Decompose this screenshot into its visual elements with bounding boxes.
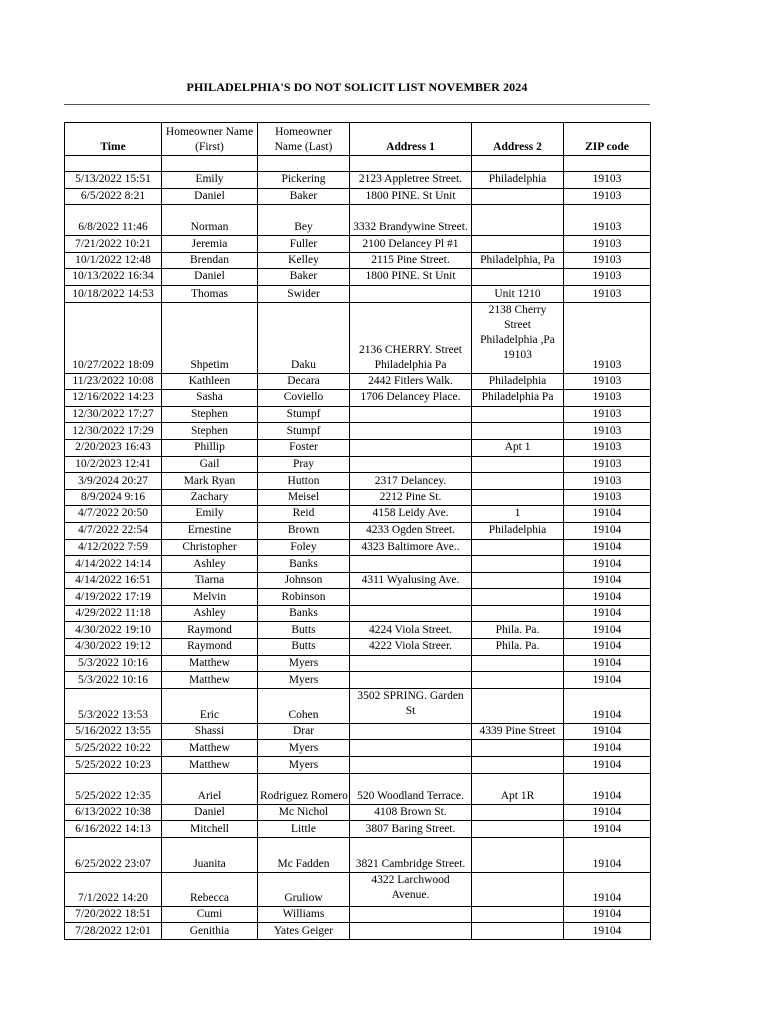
cell-addr1 bbox=[350, 285, 472, 302]
cell-time: 5/16/2022 13:55 bbox=[65, 723, 162, 740]
cell-addr2 bbox=[472, 188, 564, 205]
cell-last: Baker bbox=[258, 269, 350, 286]
cell-first: Ernestine bbox=[162, 522, 258, 539]
cell-first: Thomas bbox=[162, 285, 258, 302]
cell-first: Kathleen bbox=[162, 373, 258, 390]
cell-addr2: Phila. Pa. bbox=[472, 639, 564, 656]
cell-zip: 19104 bbox=[564, 539, 651, 556]
cell-addr2: Apt 1R bbox=[472, 773, 564, 804]
cell-last: Myers bbox=[258, 757, 350, 774]
cell-zip: 19104 bbox=[564, 622, 651, 639]
cell-time: 3/9/2024 20:27 bbox=[65, 473, 162, 490]
cell-first: Emily bbox=[162, 172, 258, 189]
cell-last: Kelley bbox=[258, 252, 350, 269]
cell-first: Ashley bbox=[162, 605, 258, 622]
cell-addr2 bbox=[472, 672, 564, 689]
cell-addr1: 4222 Viola Streer. bbox=[350, 639, 472, 656]
cell-first: Matthew bbox=[162, 757, 258, 774]
table-row bbox=[65, 252, 651, 269]
cell-addr2: Phila. Pa. bbox=[472, 622, 564, 639]
cell-zip: 19103 bbox=[564, 373, 651, 390]
cell-time: 4/12/2022 7:59 bbox=[65, 539, 162, 556]
cell-time: 5/3/2022 13:53 bbox=[65, 688, 162, 723]
cell-last: Little bbox=[258, 821, 350, 838]
cell-time: 12/16/2022 14:23 bbox=[65, 390, 162, 407]
cell-time: 7/21/2022 10:21 bbox=[65, 236, 162, 253]
cell-addr2: Philadelphia, Pa bbox=[472, 252, 564, 269]
table-row bbox=[65, 572, 651, 589]
column-header-first: Homeowner Name (First) bbox=[162, 123, 258, 156]
cell-addr1 bbox=[350, 456, 472, 473]
cell-addr1 bbox=[350, 605, 472, 622]
cell-addr1 bbox=[350, 906, 472, 923]
cell-addr1: 2442 Fitlers Walk. bbox=[350, 373, 472, 390]
cell-time: 5/3/2022 10:16 bbox=[65, 672, 162, 689]
cell-addr2 bbox=[472, 556, 564, 573]
cell-zip: 19103 bbox=[564, 390, 651, 407]
cell-zip: 19104 bbox=[564, 740, 651, 757]
cell-addr1: 2136 CHERRY. Street Philadelphia Pa bbox=[350, 302, 472, 373]
table-row bbox=[65, 439, 651, 456]
cell-first: Matthew bbox=[162, 655, 258, 672]
cell-zip: 19103 bbox=[564, 188, 651, 205]
column-header-addr2: Address 2 bbox=[472, 123, 564, 156]
cell-zip: 19104 bbox=[564, 923, 651, 940]
cell-addr1 bbox=[350, 406, 472, 423]
cell-time: 4/29/2022 11:18 bbox=[65, 605, 162, 622]
cell-addr2 bbox=[472, 757, 564, 774]
cell-first: Cumi bbox=[162, 906, 258, 923]
cell-addr1: 3821 Cambridge Street. bbox=[350, 837, 472, 872]
cell-first: Daniel bbox=[162, 804, 258, 821]
cell-last: Reid bbox=[258, 506, 350, 523]
cell-addr2: 2138 Cherry Street Philadelphia ,Pa 19103 bbox=[472, 302, 564, 373]
cell-first: Genithia bbox=[162, 923, 258, 940]
do-not-solicit-table bbox=[64, 122, 651, 940]
cell-addr1 bbox=[350, 757, 472, 774]
cell-addr2 bbox=[472, 269, 564, 286]
table-row bbox=[65, 589, 651, 606]
cell-time: 4/19/2022 17:19 bbox=[65, 589, 162, 606]
cell-zip: 19104 bbox=[564, 821, 651, 838]
cell-first: Zachary bbox=[162, 489, 258, 506]
cell-last: Fuller bbox=[258, 236, 350, 253]
cell-last: Johnson bbox=[258, 572, 350, 589]
cell-addr1 bbox=[350, 556, 472, 573]
cell-zip: 19103 bbox=[564, 172, 651, 189]
cell-first: Christopher bbox=[162, 539, 258, 556]
cell-time: 4/7/2022 20:50 bbox=[65, 506, 162, 523]
cell-addr2 bbox=[472, 655, 564, 672]
cell-zip: 19103 bbox=[564, 489, 651, 506]
cell-addr2 bbox=[472, 872, 564, 906]
cell-addr2 bbox=[472, 837, 564, 872]
page-title: PHILADELPHIA'S DO NOT SOLICIT LIST NOVEMBER 2024 bbox=[186, 80, 528, 94]
cell-time: 6/5/2022 8:21 bbox=[65, 188, 162, 205]
cell-last: Foster bbox=[258, 439, 350, 456]
cell-first: Sasha bbox=[162, 390, 258, 407]
cell-zip: 19103 bbox=[564, 302, 651, 373]
table-row bbox=[65, 489, 651, 506]
spacer-row bbox=[65, 156, 651, 172]
cell-last: Williams bbox=[258, 906, 350, 923]
cell-last: Pray bbox=[258, 456, 350, 473]
cell-addr2: 4339 Pine Street bbox=[472, 723, 564, 740]
cell-addr1: 2317 Delancey. bbox=[350, 473, 472, 490]
table-row bbox=[65, 688, 651, 723]
cell-time: 12/30/2022 17:29 bbox=[65, 423, 162, 440]
cell-time: 5/13/2022 15:51 bbox=[65, 172, 162, 189]
cell-time: 7/20/2022 18:51 bbox=[65, 906, 162, 923]
cell-time: 8/9/2024 9:16 bbox=[65, 489, 162, 506]
table-row bbox=[65, 672, 651, 689]
cell-last: Pickering bbox=[258, 172, 350, 189]
cell-zip: 19103 bbox=[564, 205, 651, 236]
cell-addr2: Philadelphia Pa bbox=[472, 390, 564, 407]
table-row bbox=[65, 506, 651, 523]
cell-addr1: 3502 SPRING. Garden St bbox=[350, 688, 472, 723]
cell-last: Drar bbox=[258, 723, 350, 740]
table-row bbox=[65, 269, 651, 286]
table-row bbox=[65, 723, 651, 740]
cell-last: Rodriguez Romero bbox=[258, 773, 350, 804]
table-row bbox=[65, 821, 651, 838]
cell-addr2 bbox=[472, 205, 564, 236]
cell-zip: 19103 bbox=[564, 473, 651, 490]
table-row bbox=[65, 804, 651, 821]
cell-addr1 bbox=[350, 439, 472, 456]
cell-zip: 19104 bbox=[564, 605, 651, 622]
cell-last: Cohen bbox=[258, 688, 350, 723]
cell-zip: 19104 bbox=[564, 757, 651, 774]
cell-time: 7/1/2022 14:20 bbox=[65, 872, 162, 906]
cell-last: Hutton bbox=[258, 473, 350, 490]
cell-time: 10/1/2022 12:48 bbox=[65, 252, 162, 269]
cell-addr2: Philadelphia bbox=[472, 373, 564, 390]
cell-addr1: 1800 PINE. St Unit bbox=[350, 188, 472, 205]
cell-time: 7/28/2022 12:01 bbox=[65, 923, 162, 940]
cell-first: Mitchell bbox=[162, 821, 258, 838]
column-header-last: Homeowner Name (Last) bbox=[258, 123, 350, 156]
cell-zip: 19104 bbox=[564, 906, 651, 923]
cell-time: 5/25/2022 10:22 bbox=[65, 740, 162, 757]
cell-addr1 bbox=[350, 423, 472, 440]
table-row bbox=[65, 639, 651, 656]
cell-time: 10/13/2022 16:34 bbox=[65, 269, 162, 286]
table-row bbox=[65, 773, 651, 804]
cell-first: Mark Ryan bbox=[162, 473, 258, 490]
cell-last: Banks bbox=[258, 605, 350, 622]
cell-first: Shpetim bbox=[162, 302, 258, 373]
cell-time: 4/7/2022 22:54 bbox=[65, 522, 162, 539]
cell-first: Daniel bbox=[162, 188, 258, 205]
cell-first: Jeremia bbox=[162, 236, 258, 253]
cell-addr2 bbox=[472, 740, 564, 757]
cell-addr1: 4311 Wyalusing Ave. bbox=[350, 572, 472, 589]
cell-addr2 bbox=[472, 572, 564, 589]
cell-zip: 19103 bbox=[564, 252, 651, 269]
cell-last: Butts bbox=[258, 639, 350, 656]
cell-addr2: Philadelphia bbox=[472, 172, 564, 189]
table-row bbox=[65, 423, 651, 440]
cell-addr1 bbox=[350, 723, 472, 740]
cell-addr1: 1706 Delancey Place. bbox=[350, 390, 472, 407]
cell-zip: 19104 bbox=[564, 688, 651, 723]
cell-addr1: 4158 Leidy Ave. bbox=[350, 506, 472, 523]
cell-zip: 19103 bbox=[564, 269, 651, 286]
cell-time: 5/25/2022 10:23 bbox=[65, 757, 162, 774]
cell-addr2 bbox=[472, 605, 564, 622]
cell-last: Baker bbox=[258, 188, 350, 205]
cell-addr1 bbox=[350, 740, 472, 757]
cell-last: Bey bbox=[258, 205, 350, 236]
table-row bbox=[65, 172, 651, 189]
cell-addr1 bbox=[350, 655, 472, 672]
cell-addr1: 520 Woodland Terrace. bbox=[350, 773, 472, 804]
cell-last: Banks bbox=[258, 556, 350, 573]
table-row bbox=[65, 522, 651, 539]
cell-addr2 bbox=[472, 489, 564, 506]
table-row bbox=[65, 622, 651, 639]
cell-last: Robinson bbox=[258, 589, 350, 606]
cell-first: Matthew bbox=[162, 672, 258, 689]
cell-last: Daku bbox=[258, 302, 350, 373]
cell-last: Meisel bbox=[258, 489, 350, 506]
cell-last: Coviello bbox=[258, 390, 350, 407]
cell-addr2 bbox=[472, 688, 564, 723]
cell-first: Ashley bbox=[162, 556, 258, 573]
title-rule bbox=[64, 104, 650, 105]
cell-addr2 bbox=[472, 236, 564, 253]
cell-time: 2/20/2023 16:43 bbox=[65, 439, 162, 456]
cell-zip: 19104 bbox=[564, 723, 651, 740]
table-header-row bbox=[65, 123, 651, 156]
cell-time: 4/30/2022 19:10 bbox=[65, 622, 162, 639]
cell-zip: 19104 bbox=[564, 672, 651, 689]
cell-time: 10/2/2023 12:41 bbox=[65, 456, 162, 473]
cell-first: Norman bbox=[162, 205, 258, 236]
cell-time: 4/14/2022 14:14 bbox=[65, 556, 162, 573]
table-row bbox=[65, 188, 651, 205]
column-header-time: Time bbox=[65, 123, 162, 156]
table-row bbox=[65, 872, 651, 906]
cell-time: 5/3/2022 10:16 bbox=[65, 655, 162, 672]
cell-zip: 19104 bbox=[564, 589, 651, 606]
cell-addr2 bbox=[472, 804, 564, 821]
empty-cell bbox=[564, 156, 651, 172]
table-row bbox=[65, 406, 651, 423]
cell-addr1: 2115 Pine Street. bbox=[350, 252, 472, 269]
cell-first: Matthew bbox=[162, 740, 258, 757]
cell-addr1: 4322 Larchwood Avenue. bbox=[350, 872, 472, 906]
cell-addr2: 1 bbox=[472, 506, 564, 523]
table-row bbox=[65, 456, 651, 473]
cell-zip: 19104 bbox=[564, 837, 651, 872]
empty-cell bbox=[472, 156, 564, 172]
cell-time: 5/25/2022 12:35 bbox=[65, 773, 162, 804]
cell-time: 6/25/2022 23:07 bbox=[65, 837, 162, 872]
cell-first: Stephen bbox=[162, 406, 258, 423]
cell-zip: 19104 bbox=[564, 506, 651, 523]
cell-time: 10/18/2022 14:53 bbox=[65, 285, 162, 302]
cell-first: Rebecca bbox=[162, 872, 258, 906]
table-row bbox=[65, 205, 651, 236]
cell-addr2: Philadelphia bbox=[472, 522, 564, 539]
cell-time: 4/14/2022 16:51 bbox=[65, 572, 162, 589]
empty-cell bbox=[258, 156, 350, 172]
cell-last: Gruliow bbox=[258, 872, 350, 906]
table-row bbox=[65, 302, 651, 373]
cell-zip: 19104 bbox=[564, 639, 651, 656]
cell-addr1: 4233 Ogden Street. bbox=[350, 522, 472, 539]
cell-addr2: Unit 1210 bbox=[472, 285, 564, 302]
cell-last: Mc Nichol bbox=[258, 804, 350, 821]
cell-zip: 19103 bbox=[564, 456, 651, 473]
cell-last: Myers bbox=[258, 655, 350, 672]
cell-last: Stumpf bbox=[258, 406, 350, 423]
cell-first: Raymond bbox=[162, 622, 258, 639]
cell-zip: 19104 bbox=[564, 773, 651, 804]
table-row bbox=[65, 473, 651, 490]
cell-addr1: 2100 Delancey Pl #1 bbox=[350, 236, 472, 253]
cell-addr1: 3807 Baring Street. bbox=[350, 821, 472, 838]
cell-last: Brown bbox=[258, 522, 350, 539]
table-row bbox=[65, 556, 651, 573]
cell-time: 6/13/2022 10:38 bbox=[65, 804, 162, 821]
table-row bbox=[65, 906, 651, 923]
table-row bbox=[65, 740, 651, 757]
cell-addr1 bbox=[350, 923, 472, 940]
cell-last: Myers bbox=[258, 672, 350, 689]
table-row bbox=[65, 285, 651, 302]
table-row bbox=[65, 236, 651, 253]
empty-cell bbox=[65, 156, 162, 172]
table-row bbox=[65, 757, 651, 774]
table-row bbox=[65, 539, 651, 556]
table-row bbox=[65, 655, 651, 672]
cell-addr1: 4108 Brown St. bbox=[350, 804, 472, 821]
cell-time: 6/8/2022 11:46 bbox=[65, 205, 162, 236]
cell-zip: 19103 bbox=[564, 236, 651, 253]
cell-time: 6/16/2022 14:13 bbox=[65, 821, 162, 838]
cell-first: Melvin bbox=[162, 589, 258, 606]
column-header-addr1: Address 1 bbox=[350, 123, 472, 156]
cell-addr1 bbox=[350, 589, 472, 606]
cell-zip: 19104 bbox=[564, 872, 651, 906]
cell-last: Butts bbox=[258, 622, 350, 639]
cell-first: Raymond bbox=[162, 639, 258, 656]
cell-first: Daniel bbox=[162, 269, 258, 286]
cell-addr1: 4224 Viola Street. bbox=[350, 622, 472, 639]
table-row bbox=[65, 373, 651, 390]
cell-addr2 bbox=[472, 589, 564, 606]
cell-first: Gail bbox=[162, 456, 258, 473]
cell-zip: 19103 bbox=[564, 406, 651, 423]
cell-first: Ariel bbox=[162, 773, 258, 804]
cell-addr2 bbox=[472, 821, 564, 838]
cell-zip: 19103 bbox=[564, 423, 651, 440]
cell-last: Mc Fadden bbox=[258, 837, 350, 872]
cell-zip: 19104 bbox=[564, 572, 651, 589]
cell-first: Shassi bbox=[162, 723, 258, 740]
table-row bbox=[65, 605, 651, 622]
cell-addr2: Apt 1 bbox=[472, 439, 564, 456]
cell-zip: 19104 bbox=[564, 804, 651, 821]
column-header-zip: ZIP code bbox=[564, 123, 651, 156]
cell-addr2 bbox=[472, 406, 564, 423]
cell-last: Decara bbox=[258, 373, 350, 390]
cell-zip: 19104 bbox=[564, 556, 651, 573]
cell-time: 4/30/2022 19:12 bbox=[65, 639, 162, 656]
cell-zip: 19103 bbox=[564, 285, 651, 302]
cell-time: 10/27/2022 18:09 bbox=[65, 302, 162, 373]
cell-addr2 bbox=[472, 906, 564, 923]
table-body bbox=[65, 156, 651, 940]
cell-addr1: 1800 PINE. St Unit bbox=[350, 269, 472, 286]
cell-zip: 19103 bbox=[564, 439, 651, 456]
cell-addr2 bbox=[472, 423, 564, 440]
cell-addr2 bbox=[472, 923, 564, 940]
cell-last: Swider bbox=[258, 285, 350, 302]
cell-addr1: 2212 Pine St. bbox=[350, 489, 472, 506]
empty-cell bbox=[350, 156, 472, 172]
table-row bbox=[65, 923, 651, 940]
cell-addr1: 3332 Brandywine Street. bbox=[350, 205, 472, 236]
cell-last: Myers bbox=[258, 740, 350, 757]
table-row bbox=[65, 390, 651, 407]
cell-addr1 bbox=[350, 672, 472, 689]
cell-last: Foley bbox=[258, 539, 350, 556]
cell-first: Brendan bbox=[162, 252, 258, 269]
cell-last: Stumpf bbox=[258, 423, 350, 440]
table-row bbox=[65, 837, 651, 872]
cell-first: Tiarna bbox=[162, 572, 258, 589]
cell-addr2 bbox=[472, 473, 564, 490]
cell-zip: 19104 bbox=[564, 522, 651, 539]
cell-addr2 bbox=[472, 456, 564, 473]
cell-addr2 bbox=[472, 539, 564, 556]
cell-addr1: 4323 Baltimore Ave.. bbox=[350, 539, 472, 556]
cell-time: 11/23/2022 10:08 bbox=[65, 373, 162, 390]
cell-zip: 19104 bbox=[564, 655, 651, 672]
cell-first: Stephen bbox=[162, 423, 258, 440]
cell-addr1: 2123 Appletree Street. bbox=[350, 172, 472, 189]
empty-cell bbox=[162, 156, 258, 172]
cell-first: Juanita bbox=[162, 837, 258, 872]
cell-first: Emily bbox=[162, 506, 258, 523]
cell-last: Yates Geiger bbox=[258, 923, 350, 940]
cell-first: Eric bbox=[162, 688, 258, 723]
cell-first: Phillip bbox=[162, 439, 258, 456]
cell-time: 12/30/2022 17:27 bbox=[65, 406, 162, 423]
